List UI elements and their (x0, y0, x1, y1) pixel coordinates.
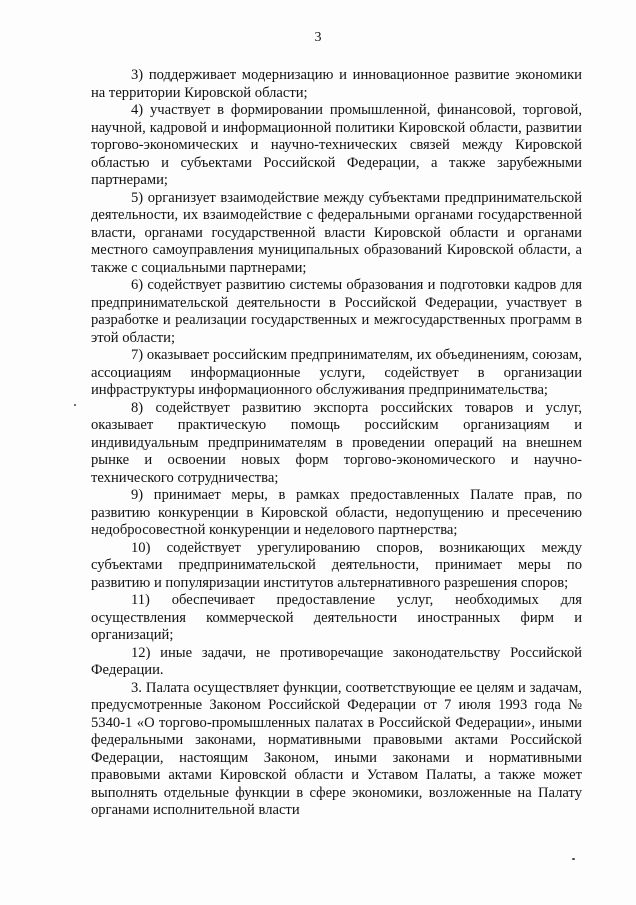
paragraph-item-5: 5) организует взаимодействие между субъектами предпринимательской деятельности, их взаимодействие с федеральными органами государственной власти, органами государственной власти Кировской области и органами местного самоуправления муниципальных образований Кировской области, а также с социальными партнерами; (91, 189, 582, 276)
paragraph-item-11: 11) обеспечивает предоставление услуг, необходимых для осуществления коммерческой деятельности иностранных фирм и организаций; (91, 592, 582, 643)
paragraph-item-4: 4) участвует в формировании промышленной, финансовой, торговой, научной, кадровой и информационной политики Кировской области, развитии торгово-экономических и научно-технических связей между Кировской областью и субъектами Российской Федерации, а также зарубежными партнерами; (91, 102, 582, 188)
scan-speck (572, 858, 575, 860)
scan-speck (74, 404, 76, 406)
paragraph-item-6: 6) содействует развитию системы образования и подготовки кадров для предпринимательской деятельности в Российской Федерации, участвует в разработке и реализации государственных и межгосударственных программ в этой области; (91, 277, 582, 346)
page-body (91, 67, 582, 820)
page-number: 3 (314, 30, 322, 45)
paragraph-item-8: 8) содействует развитию экспорта российских товаров и услуг, оказывает практическую помощь российским организациям и индивидуальным предпринимателям в проведении операций на внешнем рынке и освоении новых форм торгово-экономического и научно-технического сотрудничества; (91, 399, 582, 486)
paragraph-item-9: 9) принимает меры, в рамках предоставленных Палате прав, по развитию конкуренции в Кировской области, недопущению и пресечению недобросовестной конкуренции и неделового партнерства; (91, 487, 582, 538)
paragraph-item-10: 10) содействует урегулированию споров, возникающих между субъектами предпринимательской деятельности, принимает меры по развитию и популяризации институтов альтернативного разрешения споров; (91, 539, 582, 591)
paragraph-item-3: 3) поддерживает модернизацию и инновационное развитие экономики на территории Кировской области; (91, 67, 582, 101)
paragraph-item-7: 7) оказывает российским предпринимателям, их объединениям, союзам, ассоциациям информационные услуги, содействует в организации инфраструктуры информационного обслуживания предпринимательства; (91, 347, 582, 398)
paragraph-section-3: 3. Палата осуществляет функции, соответствующие ее целям и задачам, предусмотренные Законом Российской Федерации от 7 июля 1993 года № 5340-1 «О торгово-промышленных палатах в Российской Федерации», иными федеральными законами, нормативными правовыми актами Российской Федерации, настоящим Законом, иными законами и нормативными правовыми актами Кировской области и Уставом Палаты, а также может выполнять отдельные функции в сфере экономики, возложенные на Палату органами исполнительной власти (91, 679, 582, 818)
paragraph-item-12: 12) иные задачи, не противоречащие законодательству Российской Федерации. (91, 644, 582, 678)
